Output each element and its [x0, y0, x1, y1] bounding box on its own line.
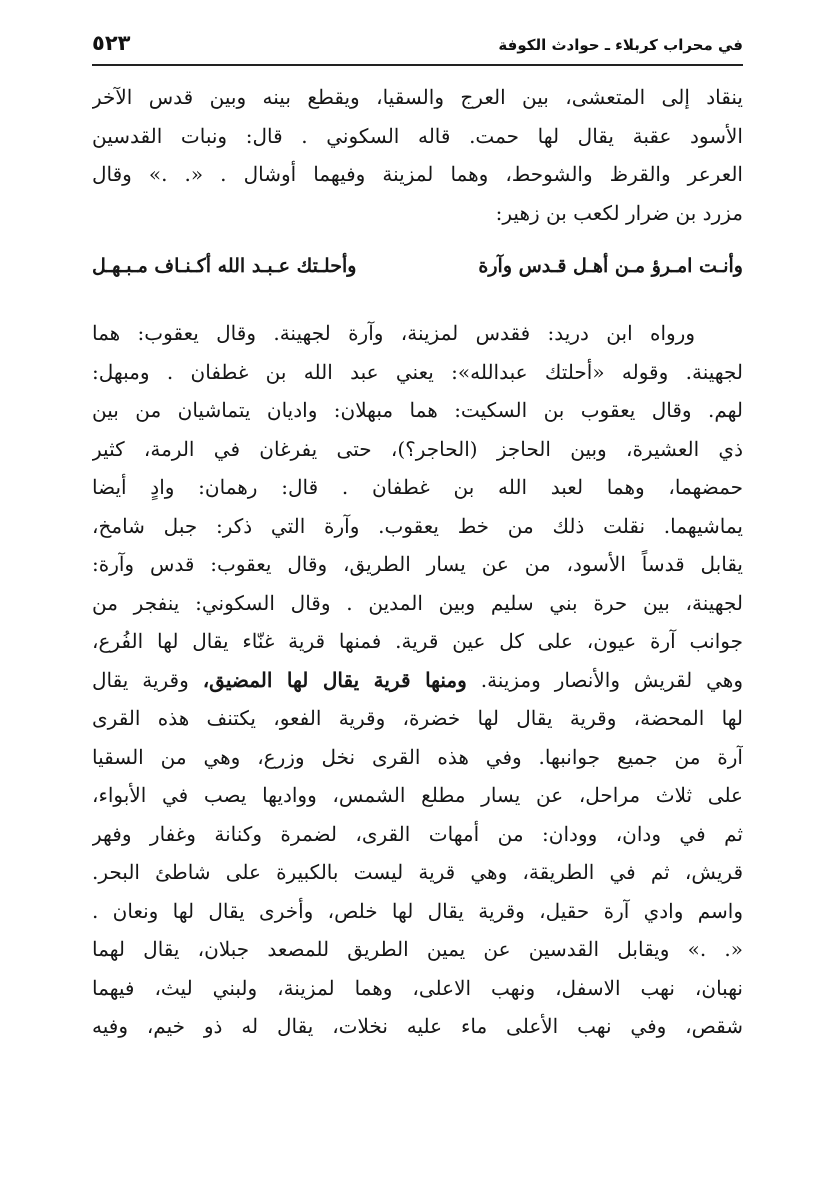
running-header	[92, 28, 743, 64]
text-line: يقابل قدساً الأسود، من عن يسار الطريق، وقال يعقوب: قدس وآرة:	[92, 552, 743, 576]
text-line: لجهينة، بين حرة بني سليم وبين المدين . وقال السكوني: ينفجر من	[92, 590, 743, 615]
text-line: لهم. وقال يعقوب بن السكيت: هما مبهلان: واديان يتماشيان من بين	[92, 398, 743, 422]
text-line: جوانب آرة عيون، على كل عين قرية. فمنها قرية غنّاء يقال لها الفُرع،	[92, 629, 743, 653]
text-line: ذي العشيرة، وبين الحاجز (الحاجر؟)، حتى يفرغان في الرمة، كثير	[92, 436, 743, 461]
running-head-title: في محراب كربلاء ـ حوادث الكوفة	[498, 36, 743, 54]
text-line: شقص، وفي نهب الأعلى ماء عليه نخلات، يقال له ذو خيم، وفيه	[92, 1014, 743, 1038]
text-line: «. .» ويقابل القدسين عن يمين الطريق للمصعد جبلان، يقال لهما	[92, 937, 743, 961]
paragraph-1	[92, 78, 743, 232]
text-line: العرعر والقرظ والشوحط، وهما لمزينة وفيهما أوشال . «. .» وقال	[92, 162, 743, 186]
text-line: لها المحضة، وقرية يقال لها خضرة، وقرية الفعو، يكتنف هذه القرى	[92, 706, 743, 730]
page-number: ٥٢٣	[92, 31, 131, 55]
verse-first-hemistich: وأنـت امـرؤ مـن أهـل قـدس وآرة	[478, 255, 743, 277]
text-line: لجهينة. وقوله «أحلتك عبدالله»: يعني عبد الله بن غطفان . ومبهل:	[92, 359, 743, 384]
text-line: واسم وادي آرة حقيل، وقرية يقال لها خلص، وأخرى يقال لها ونعان .	[92, 898, 743, 923]
text-segment: وهي لقريش والأنصار ومزينة.	[480, 667, 743, 692]
text-line: مزرد بن ضرار لكعب بن زهير:	[495, 200, 743, 225]
text-segment: وقرية يقال	[92, 667, 189, 692]
text-line: الأسود عقبة يقال لها حمت. قاله السكوني . قال: ونبات القدسين	[92, 123, 743, 148]
text-line: ورواه ابن دريد: فقدس لمزينة، وآرة لجهينة. وقال يعقوب: هما	[92, 321, 695, 345]
header-divider	[92, 64, 743, 66]
text-line-with-bold	[92, 661, 743, 700]
text-line: ثم في ودان، وودان: من أمهات القرى، لضمرة وكنانة وغفار وفهر	[92, 821, 743, 846]
verse-second-hemistich: وأحلـتك عـبـد الله أكـنـاف مـبـهـل	[92, 255, 357, 277]
text-line: يماشيهما. نقلت ذلك من خط يعقوب. وآرة التي ذكر: جبل شامخ،	[92, 513, 743, 538]
text-line: آرة من جميع جوانبها. وفي هذه القرى نخل وزرع، وهي من السقيا	[92, 744, 743, 769]
text-line: ينقاد إلى المتعشى، بين العرج والسقيا، ويقطع بينه وبين قدس الآخر	[92, 85, 743, 109]
text-line: على ثلاث مراحل، عن يسار مطلع الشمس، وواديها يصب في الأبواء،	[92, 783, 743, 807]
text-line: نهبان، نهب الاسفل، ونهب الاعلى، وهما لمزينة، ولبني ليث، فيهما	[92, 975, 743, 1000]
body-text	[92, 78, 743, 1046]
text-line: قريش، ثم في الطريقة، وهي قرية ليست بالكبيرة على شاطئ البحر.	[92, 860, 743, 884]
text-line: حمضهما، وهما لعبد الله بن غطفان . قال: رهمان: وادٍ أيضا	[92, 475, 743, 499]
verse	[92, 237, 743, 310]
bold-phrase: ومنها قرية يقال لها المضيق،	[202, 667, 467, 692]
paragraph-2	[92, 314, 743, 1046]
